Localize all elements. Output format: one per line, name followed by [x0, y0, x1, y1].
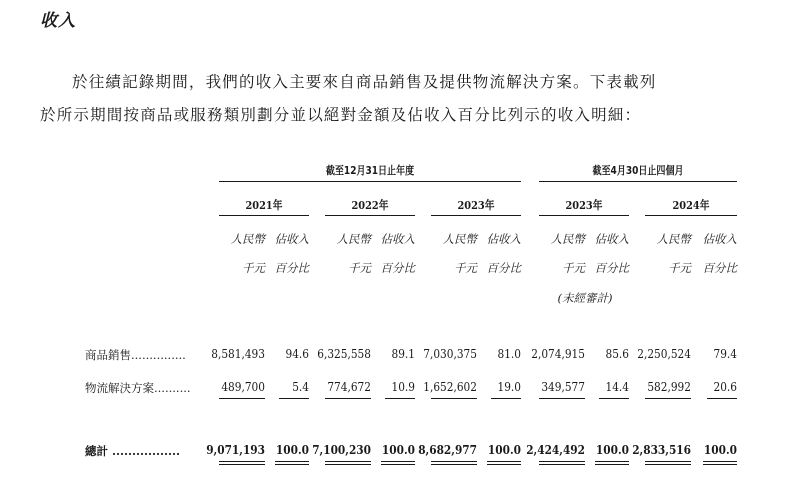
total-cell: 7,100,230 [312, 443, 371, 457]
row-label: 商品銷售............... [85, 348, 186, 362]
unit-header-percent: 百分比 [380, 261, 415, 275]
unit-header-thousand: 千元 [242, 261, 265, 275]
unit-header-percent: 百分比 [702, 261, 737, 275]
unit-header-percent: 百分比 [486, 261, 521, 275]
year-header-rule [431, 215, 521, 216]
group-header: 截至4月30日止四個月 [592, 164, 684, 177]
total-cell: 100.0 [381, 443, 415, 457]
table-cell: 8,581,493 [211, 347, 265, 361]
unit-header-percent: 百分比 [274, 261, 309, 275]
unit-header-thousand: 千元 [562, 261, 585, 275]
total-cell: 8,682,977 [418, 443, 477, 457]
total-double-rule [381, 461, 415, 465]
total-double-rule [645, 461, 691, 465]
subtotal-rule [431, 398, 477, 399]
section-title: 收入 [40, 11, 76, 31]
total-double-rule [431, 461, 477, 465]
table-cell: 14.4 [605, 380, 629, 394]
unit-header-share: 佔收入 [702, 232, 737, 246]
unit-header-currency: 人民幣 [656, 232, 691, 246]
table-cell: 20.6 [713, 380, 737, 394]
table-cell: 2,074,915 [531, 347, 585, 361]
subtotal-rule [599, 398, 629, 399]
unit-header-percent: 百分比 [594, 261, 629, 275]
table-cell: 89.1 [391, 347, 415, 361]
year-header-rule [539, 215, 629, 216]
table-cell: 7,030,375 [423, 347, 477, 361]
unaudited-note: (未經審計) [557, 291, 613, 305]
total-label: 總計 ................. [85, 444, 181, 458]
subtotal-rule [219, 398, 265, 399]
subtotal-rule [539, 398, 585, 399]
table-cell: 774,672 [327, 380, 371, 394]
unit-header-thousand: 千元 [454, 261, 477, 275]
table-cell: 10.9 [391, 380, 415, 394]
unit-header-share: 佔收入 [486, 232, 521, 246]
table-cell: 6,325,558 [317, 347, 371, 361]
unit-header-currency: 人民幣 [336, 232, 371, 246]
total-double-rule [325, 461, 371, 465]
total-cell: 100.0 [275, 443, 309, 457]
group-header-rule [539, 181, 737, 182]
subtotal-rule [491, 398, 521, 399]
total-cell: 100.0 [703, 443, 737, 457]
table-cell: 1,652,602 [423, 380, 477, 394]
year-header-rule [645, 215, 737, 216]
table-cell: 85.6 [605, 347, 629, 361]
group-header: 截至12月31日止年度 [325, 164, 415, 177]
unit-header-share: 佔收入 [274, 232, 309, 246]
table-cell: 349,577 [541, 380, 585, 394]
group-header-rule [219, 181, 521, 182]
table-cell: 81.0 [497, 347, 521, 361]
total-double-rule [219, 461, 265, 465]
table-cell: 19.0 [497, 380, 521, 394]
table-cell: 2,250,524 [637, 347, 691, 361]
intro-line-1: 於往績記錄期間，我們的收入主要來自商品銷售及提供物流解決方案。下表載列 [72, 73, 657, 91]
total-double-rule [703, 461, 737, 465]
total-double-rule [275, 461, 309, 465]
total-double-rule [487, 461, 521, 465]
subtotal-rule [279, 398, 309, 399]
unit-header-currency: 人民幣 [230, 232, 265, 246]
total-cell: 2,833,516 [632, 443, 691, 457]
subtotal-rule [645, 398, 691, 399]
year-header: 2023年 [457, 198, 495, 212]
total-cell: 9,071,193 [206, 443, 265, 457]
intro-line-2: 於所示期間按商品或服務類別劃分並以絕對金額及佔收入百分比列示的收入明細： [40, 106, 642, 124]
total-double-rule [595, 461, 629, 465]
subtotal-rule [707, 398, 737, 399]
total-double-rule [539, 461, 585, 465]
unit-header-share: 佔收入 [380, 232, 415, 246]
unit-header-currency: 人民幣 [442, 232, 477, 246]
total-cell: 100.0 [595, 443, 629, 457]
total-cell: 2,424,492 [526, 443, 585, 457]
row-label: 物流解決方案.......... [85, 381, 191, 395]
year-header: 2023年 [565, 198, 603, 212]
table-cell: 5.4 [292, 380, 309, 394]
subtotal-rule [325, 398, 371, 399]
total-cell: 100.0 [487, 443, 521, 457]
year-header-rule [325, 215, 415, 216]
table-cell: 94.6 [285, 347, 309, 361]
subtotal-rule [385, 398, 415, 399]
year-header: 2024年 [672, 198, 710, 212]
year-header-rule [219, 215, 309, 216]
table-cell: 582,992 [647, 380, 691, 394]
year-header: 2022年 [351, 198, 389, 212]
table-cell: 79.4 [713, 347, 737, 361]
unit-header-currency: 人民幣 [550, 232, 585, 246]
unit-header-thousand: 千元 [668, 261, 691, 275]
year-header: 2021年 [245, 198, 283, 212]
unit-header-share: 佔收入 [594, 232, 629, 246]
unit-header-thousand: 千元 [348, 261, 371, 275]
table-cell: 489,700 [221, 380, 265, 394]
